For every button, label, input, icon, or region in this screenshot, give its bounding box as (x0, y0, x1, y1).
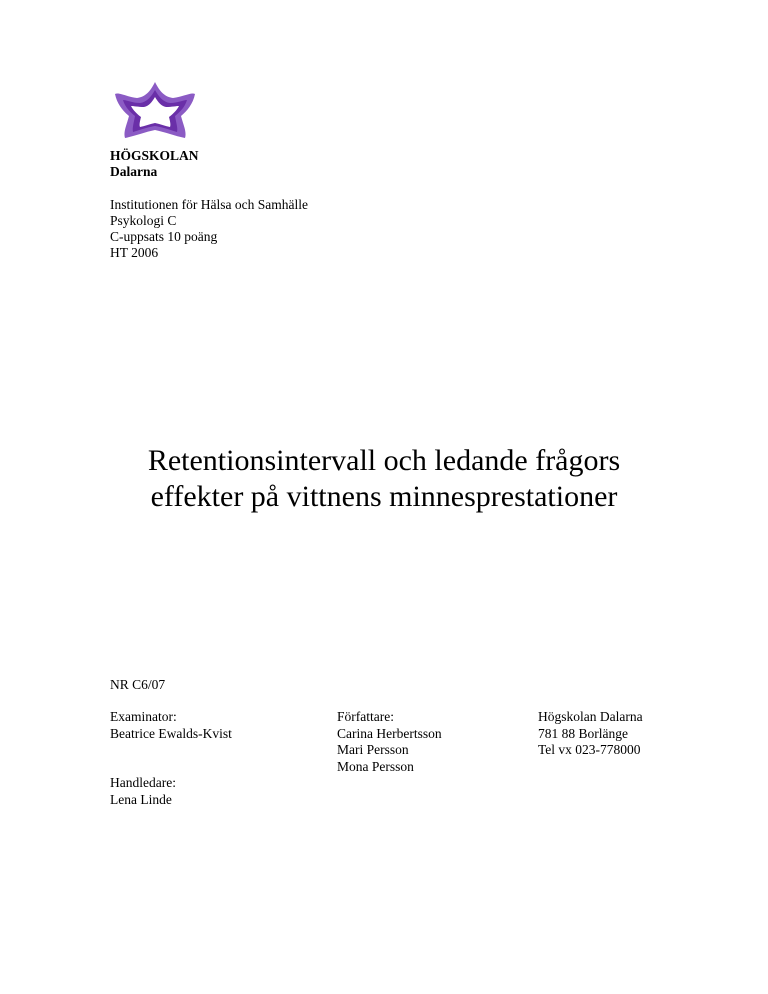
supervisor-label: Handledare: (110, 775, 176, 790)
examiner-label: Examinator: (110, 709, 177, 724)
institution-name-line1: HÖGSKOLAN (110, 148, 199, 163)
institution-name (110, 148, 199, 180)
report-number: NR C6/07 (110, 677, 166, 692)
author-name: Mari Persson (337, 742, 409, 757)
page-title (60, 443, 708, 515)
department: Institutionen för Hälsa och Samhälle (110, 197, 308, 212)
school-name: Högskolan Dalarna (538, 709, 643, 724)
course-info (110, 197, 308, 261)
examiner-name: Beatrice Ewalds-Kvist (110, 725, 232, 741)
supervisor-block (110, 775, 176, 808)
school-postal: 781 88 Borlänge (538, 725, 628, 741)
author-name: Mona Persson (337, 758, 414, 774)
school-phone: Tel vx 023-778000 (538, 742, 641, 757)
star-logo-icon (113, 80, 197, 142)
subject: Psykologi C (110, 213, 177, 228)
authors-block (337, 709, 442, 775)
examiner-block (110, 709, 232, 742)
page-title-line2: effekter på vittnens minnesprestationer (150, 480, 618, 513)
page-title-line1: Retentionsintervall och ledande frågors (147, 444, 621, 477)
school-address-block (538, 709, 643, 759)
institution-name-line2: Dalarna (110, 164, 158, 179)
thesis-type: C-uppsats 10 poäng (110, 229, 218, 244)
term: HT 2006 (110, 245, 159, 260)
authors-label: Författare: (337, 709, 394, 724)
supervisor-name: Lena Linde (110, 791, 172, 807)
author-name: Carina Herbertsson (337, 725, 442, 741)
